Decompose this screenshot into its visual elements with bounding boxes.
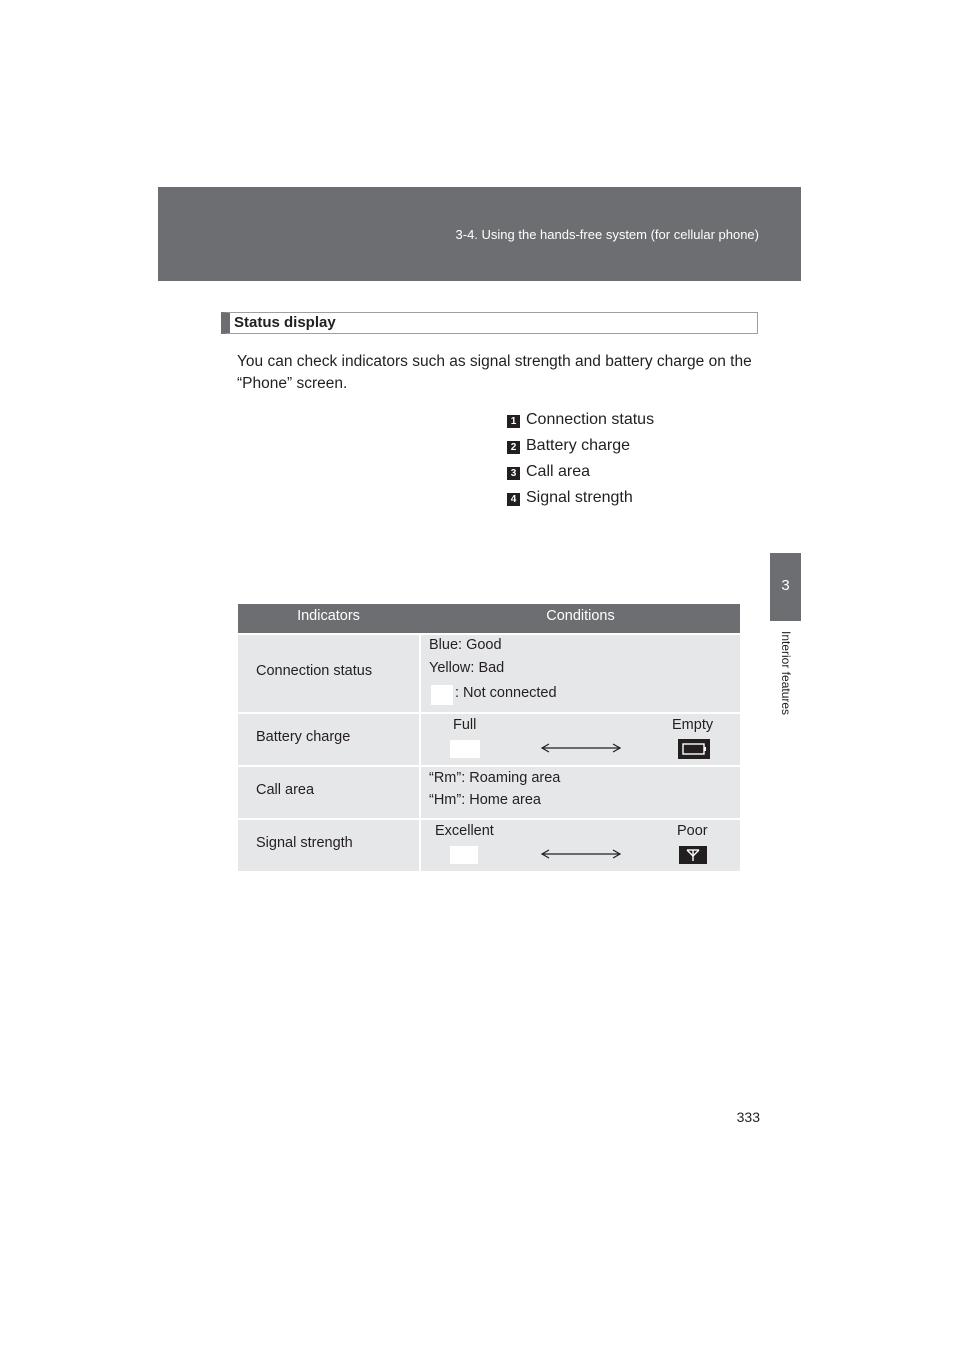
intro-paragraph: You can check indicators such as signal strength and battery charge on the “Phone” screen. <box>237 353 752 392</box>
range-arrow-icon <box>539 848 623 860</box>
call-area-home: “Hm”: Home area <box>429 792 541 808</box>
signal-strength-label: Signal strength <box>256 835 353 851</box>
call-area-roaming: “Rm”: Roaming area <box>429 770 561 786</box>
battery-charge-label: Battery charge <box>256 729 351 745</box>
legend-label: Connection status <box>526 411 655 428</box>
call-area-label: Call area <box>256 782 315 798</box>
table-row-connection <box>238 633 740 712</box>
range-arrow-icon <box>539 742 623 754</box>
chapter-tab-number: 3 <box>781 577 790 594</box>
page-number: 333 <box>736 1109 760 1125</box>
legend-number: 3 <box>507 467 520 480</box>
signal-poor-icon <box>679 846 707 864</box>
connection-status-label: Connection status <box>256 663 373 679</box>
chapter-title: 3-4. Using the hands-free system (for cellular phone) <box>455 227 759 242</box>
legend-number: 2 <box>507 441 520 454</box>
not-connected-icon <box>431 685 453 705</box>
header-conditions: Conditions <box>546 608 615 624</box>
battery-full-icon <box>450 740 480 758</box>
table-row-battery <box>238 712 740 765</box>
signal-excellent-label: Excellent <box>435 823 494 839</box>
signal-poor-label: Poor <box>677 823 708 839</box>
legend-label: Call area <box>526 463 591 480</box>
header-indicators: Indicators <box>297 608 360 624</box>
signal-excellent-icon <box>450 846 478 864</box>
chapter-tab <box>770 553 801 621</box>
chapter-side-label-text: Interior features <box>779 631 793 716</box>
connection-good: Blue: Good <box>429 637 502 653</box>
indicators-table <box>238 604 740 871</box>
header-band <box>158 187 801 281</box>
chapter-side-label <box>770 631 801 761</box>
connection-none: : Not connected <box>455 685 557 701</box>
section-heading <box>221 312 758 334</box>
connection-bad: Yellow: Bad <box>429 660 505 676</box>
legend-label: Battery charge <box>526 437 631 454</box>
battery-empty-icon <box>678 739 710 759</box>
battery-full-label: Full <box>453 717 477 733</box>
table-row-signal <box>238 818 740 871</box>
table-row-call-area <box>238 765 740 818</box>
legend-number: 4 <box>507 493 520 506</box>
battery-empty-label: Empty <box>672 717 714 733</box>
table-header <box>238 604 740 633</box>
section-heading-text: Status display <box>234 314 336 331</box>
legend-label: Signal strength <box>526 489 633 506</box>
legend-number: 1 <box>507 415 520 428</box>
